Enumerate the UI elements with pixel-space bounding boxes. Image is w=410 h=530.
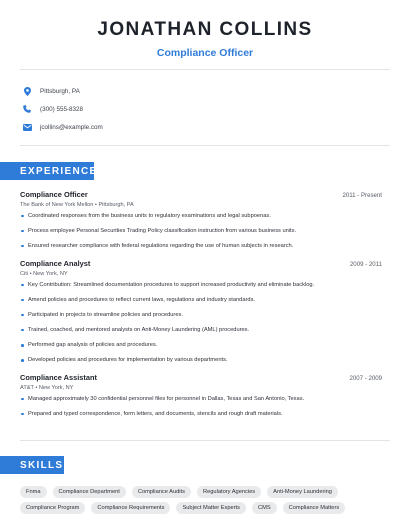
skill-chip: Compliance Requirements	[91, 502, 170, 514]
skill-chip: Fnma	[20, 486, 47, 498]
skills-list	[20, 486, 398, 514]
job-entry	[20, 259, 382, 372]
bullet-item: Amend policies and procedures to reflect current laws, regulations and industry standards.	[20, 296, 382, 304]
candidate-name: JONATHAN COLLINS	[97, 19, 313, 40]
divider	[20, 69, 390, 70]
bullet-item: Ensured researcher compliance with federal regulations regarding the use of human subjects in research.	[20, 242, 382, 250]
job-entry	[20, 190, 382, 257]
job-bullets	[20, 212, 382, 250]
phone-text: (300) 555-8328	[40, 105, 84, 113]
job-entry	[20, 373, 382, 425]
envelope-icon	[22, 122, 32, 132]
skill-chip: Anti-Money Laundering	[267, 486, 338, 498]
bullet-item: Prepared and typed correspondence, form letters, and documents, stencils and rough draft materials.	[20, 410, 382, 418]
job-dates: 2009 - 2011	[349, 261, 382, 268]
resume-header	[0, 0, 410, 59]
job-bullets	[20, 281, 382, 364]
bullet-item: Coordinated responses from the business units to regulatory examinations and legal subpoenas.	[20, 212, 382, 220]
bullet-item: Developed policies and procedures for implementation by various departments.	[20, 356, 382, 364]
divider	[20, 440, 390, 441]
skill-chip: Compliance Audits	[132, 486, 191, 498]
skill-chip: Compliance Matters	[283, 502, 346, 514]
skill-chip: Regulatory Agencies	[197, 486, 261, 498]
contact-phone	[22, 100, 103, 118]
job-company: AT&T • New York, NY	[20, 385, 74, 391]
bullet-item: Participated in projects to streamline policies and procedures.	[20, 311, 382, 319]
job-company: The Bank of New York Mellon • Pittsburgh, PA	[20, 202, 134, 208]
skill-chip: Subject Matter Experts	[176, 502, 246, 514]
job-company: Citi • New York, NY	[20, 271, 68, 277]
contact-email	[22, 118, 103, 136]
email-text: jcollins@example.com	[40, 123, 103, 131]
candidate-title: Compliance Officer	[156, 47, 254, 59]
bullet-item: Performed gap analysis of policies and procedures.	[20, 341, 382, 349]
map-pin-icon	[22, 86, 32, 96]
location-text: Pittsburgh, PA	[40, 87, 80, 95]
contact-location	[22, 82, 103, 100]
bullet-item: Managed approximately 30 confidential personnel files for personnel in Dallas, Texas and San Antonio, Texas.	[20, 395, 382, 403]
bullet-item: Key Contribution: Streamlined documentation procedures to support increased productivity and eliminate backlog.	[20, 281, 382, 289]
job-bullets	[20, 395, 382, 418]
job-title: Compliance Analyst	[20, 259, 91, 268]
skill-chip: CMS	[252, 502, 277, 514]
contact-info	[22, 82, 103, 136]
experience-heading: EXPERIENCE	[0, 162, 94, 180]
skill-chip: Compliance Program	[20, 502, 85, 514]
divider	[20, 145, 390, 146]
skills-heading: SKILLS	[0, 456, 64, 474]
job-dates: 2011 - Present	[342, 192, 382, 199]
bullet-item: Trained, coached, and mentored analysts on Anti-Money Laundering (AML) procedures.	[20, 326, 382, 334]
job-dates: 2007 - 2009	[349, 375, 382, 382]
job-title: Compliance Assistant	[20, 373, 97, 382]
job-title: Compliance Officer	[20, 190, 88, 199]
phone-icon	[22, 104, 32, 114]
skill-chip: Compliance Department	[53, 486, 126, 498]
bullet-item: Process employee Personal Securities Trading Policy classification instruction from various business units.	[20, 227, 382, 235]
